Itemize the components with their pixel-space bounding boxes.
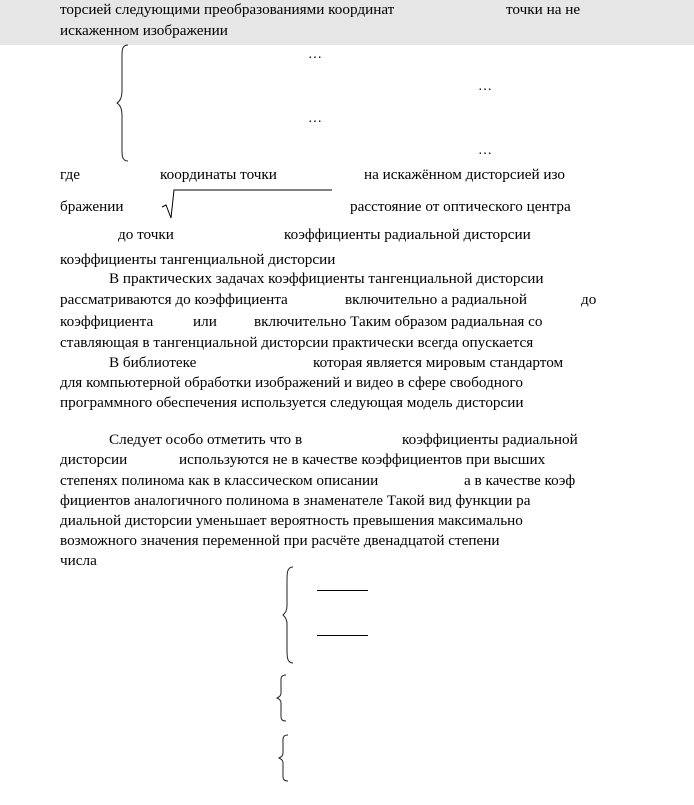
where-line-2-b: расстояние от оптического центра — [350, 198, 571, 215]
equation-ellipsis: … — [478, 143, 492, 158]
p3-line-3-a: степенях полинома как в классическом описании — [60, 472, 379, 489]
system-brace — [282, 566, 296, 664]
p2-line-1-a: В библиотеке — [109, 354, 197, 371]
p3-line-5: диальной дисторсии уменьшает вероятность превышения максимально — [60, 512, 523, 529]
p3-line-4: фициентов аналогичного полинома в знаменателе Такой вид функции ра — [60, 492, 531, 509]
where-line-1-a: где — [60, 166, 80, 183]
p1-line-3-b: или — [193, 313, 217, 330]
fraction-bar — [317, 590, 368, 591]
equation-ellipsis: … — [308, 47, 322, 62]
p2-line-1-b: которая является мировым стандартом — [313, 354, 564, 371]
where-line-1-c: на искажённом дисторсией изо — [364, 166, 566, 183]
system-brace — [116, 44, 132, 162]
p3-line-1-b: коэффициенты радиальной — [402, 431, 578, 448]
p3-line-6: возможного значения переменной при расчёте двенадцатой степени — [60, 532, 500, 549]
header-line-1: торсией следующими преобразованиями координат — [60, 1, 395, 18]
p1-line-2-b: включительно а радиальной — [345, 291, 528, 308]
p3-line-7: числа — [60, 552, 97, 569]
sqrt-radical — [160, 188, 334, 222]
where-line-3-a: до точки — [118, 226, 174, 243]
header-line-1-end: точки на не — [506, 1, 581, 18]
where-line-4: коэффициенты тангенциальной дисторсии — [60, 251, 336, 268]
p3-line-1-a: Следует особо отметить что в — [109, 431, 303, 448]
p2-line-2: для компьютерной обработки изображений и видео в сфере свободного — [60, 374, 523, 391]
equation-ellipsis: … — [478, 79, 492, 94]
fraction-bar — [317, 635, 368, 636]
p1-line-3-a: коэффициента — [60, 313, 154, 330]
where-line-2-a: бражении — [60, 198, 124, 215]
header-line-2: искаженном изображении — [60, 22, 228, 39]
p3-line-2-b: используются не в качестве коэффициентов при высших — [179, 451, 546, 468]
p1-line-1: В практических задачах коэффициенты тангенциальной дисторсии — [109, 270, 544, 287]
p1-line-2-a: рассматриваются до коэффициента — [60, 291, 288, 308]
where-line-1-b: координаты точки — [160, 166, 277, 183]
p3-line-2-a: дисторсии — [60, 451, 128, 468]
p3-line-3-b: а в качестве коэф — [464, 472, 576, 489]
p1-line-4: ставляющая в тангенциальной дисторсии практически всегда опускается — [60, 334, 534, 351]
p1-line-3-c: включительно Таким образом радиальная со — [254, 313, 543, 330]
system-brace — [278, 734, 290, 782]
p2-line-3: программного обеспечения используется следующая модель дисторсии — [60, 394, 524, 411]
where-line-3-b: коэффициенты радиальной дисторсии — [284, 226, 531, 243]
p1-line-2-c: до — [581, 291, 597, 308]
equation-ellipsis: … — [308, 111, 322, 126]
system-brace — [276, 674, 288, 722]
